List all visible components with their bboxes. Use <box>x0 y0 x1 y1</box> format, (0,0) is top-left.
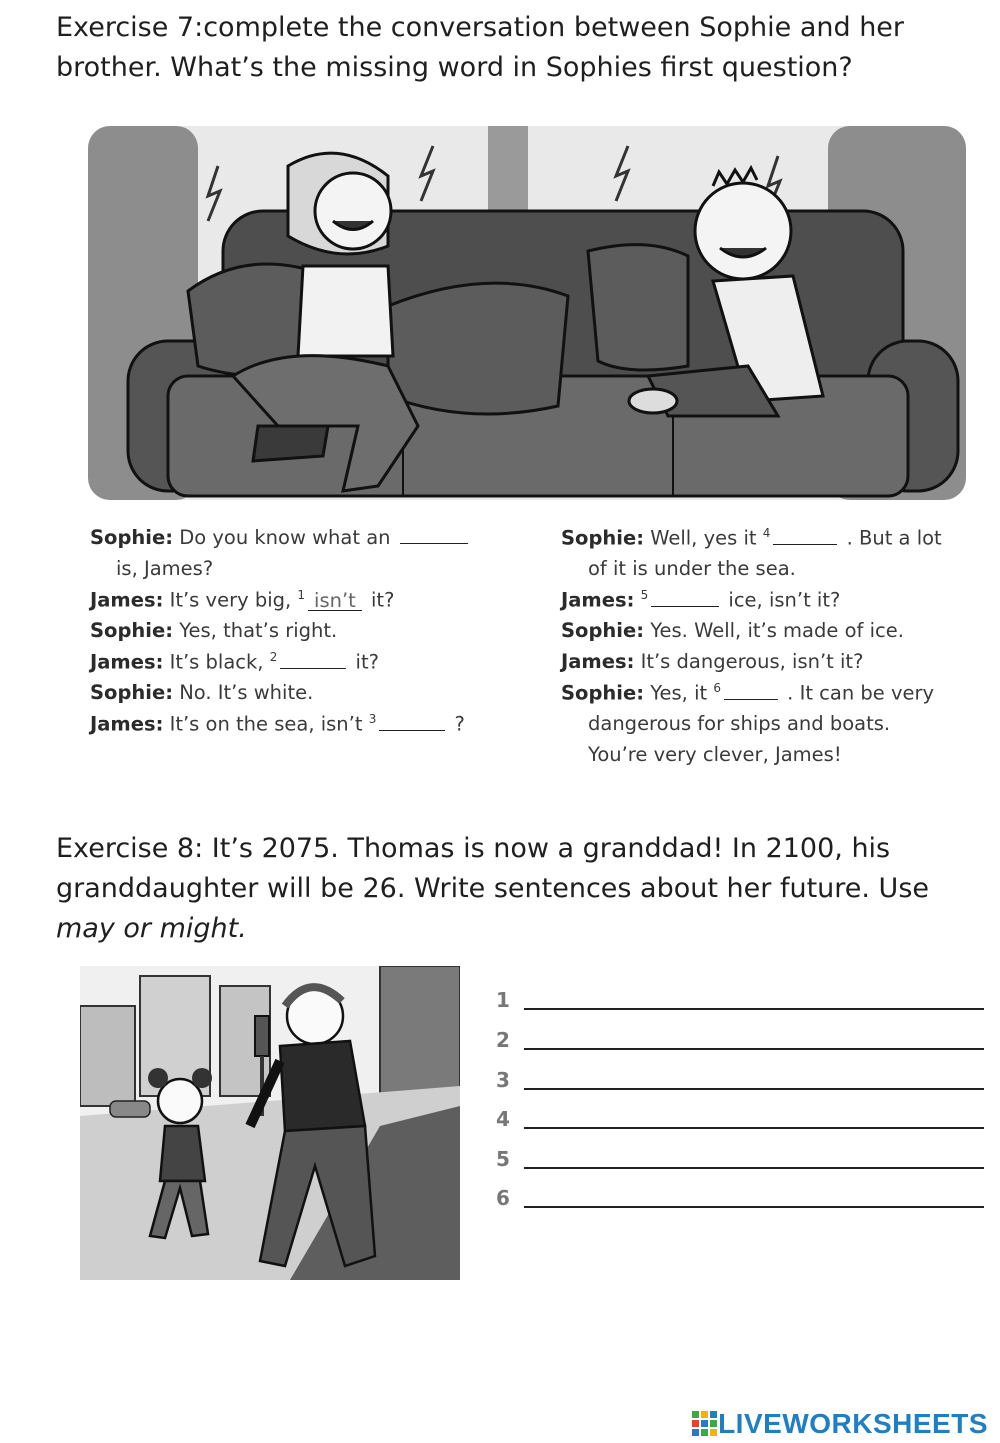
speaker-label: James: <box>90 650 164 674</box>
speaker-label: Sophie: <box>561 681 644 705</box>
sofa-illustration <box>88 126 966 500</box>
dialogue-line <box>90 588 394 612</box>
dialogue-text: Yes, it <box>644 681 714 705</box>
blank-number: 3 <box>368 712 377 726</box>
logo-grid-icon <box>692 1411 718 1437</box>
dialogue-line <box>561 588 840 612</box>
dialogue-line <box>561 619 904 642</box>
dialogue-line <box>90 619 337 642</box>
dialogue-text: it? <box>349 650 379 674</box>
dialogue-text: No. It’s white. <box>173 681 314 704</box>
speaker-label: Sophie: <box>90 526 173 549</box>
blank-number: 4 <box>762 526 771 540</box>
dialogue-text: It’s black, <box>163 650 270 674</box>
city-walk-illustration <box>80 966 460 1280</box>
dialogue-text: is, James? <box>116 557 214 580</box>
speaker-label: Sophie: <box>561 619 644 642</box>
answer-blank[interactable] <box>379 713 445 731</box>
dialogue-line <box>561 681 934 705</box>
dialogue-text: ? <box>448 712 465 736</box>
dialogue-line <box>90 526 471 549</box>
dialogue-line <box>90 681 313 704</box>
dialogue-text: It’s dangerous, isn’t it? <box>634 650 864 673</box>
dialogue-text: Do you know what an <box>173 526 397 549</box>
line-number: 2 <box>496 1028 510 1052</box>
blank-number: 5 <box>640 588 649 602</box>
speaker-label: James: <box>561 650 635 673</box>
instruction-italic-text: may or might. <box>56 913 247 944</box>
dialogue-line <box>588 712 890 735</box>
example-answer: isn’t <box>308 592 362 611</box>
exercise-8-instruction <box>56 829 956 949</box>
answer-line[interactable] <box>524 1206 984 1208</box>
exercise-7-instruction: Exercise 7:complete the conversation between Sophie and her brother. What’s the missing word in Sophies first question? <box>56 12 905 83</box>
speaker-label: James: <box>90 712 164 736</box>
answer-line[interactable] <box>524 1127 984 1129</box>
blank-number: 2 <box>269 650 278 664</box>
answer-line[interactable] <box>524 1008 984 1010</box>
line-number: 1 <box>496 988 510 1012</box>
line-number: 5 <box>496 1147 510 1171</box>
answer-line[interactable] <box>524 1167 984 1169</box>
speaker-label: James: <box>90 588 164 612</box>
speaker-label: Sophie: <box>90 681 173 704</box>
dialogue-text: it? <box>364 588 395 612</box>
answer-line[interactable] <box>524 1048 984 1050</box>
line-number: 3 <box>496 1068 510 1092</box>
speaker-label: Sophie: <box>561 526 644 550</box>
line-number: 4 <box>496 1107 510 1131</box>
speaker-label: Sophie: <box>90 619 173 642</box>
liveworksheets-logo <box>692 1409 988 1439</box>
line-number: 6 <box>496 1186 510 1210</box>
answer-line[interactable] <box>524 1088 984 1090</box>
dialogue-text: It’s on the sea, isn’t <box>163 712 369 736</box>
dialogue-text: of it is under the sea. <box>588 557 796 580</box>
instruction-text: Exercise 8: It’s 2075. Thomas is now a granddad! In 2100, his granddaughter will be 26. Write sentences about her future. Use <box>56 833 929 904</box>
blank-number: 1 <box>297 588 306 602</box>
answer-blank[interactable] <box>280 651 346 669</box>
dialogue-text: . It can be very <box>780 681 935 705</box>
speaker-label: James: <box>561 588 635 612</box>
dialogue-line <box>561 526 942 550</box>
dialogue-text: ice, isn’t it? <box>722 588 841 612</box>
answer-blank[interactable] <box>400 526 468 544</box>
dialogue-text: You’re very clever, James! <box>588 743 842 766</box>
dialogue-line <box>90 712 465 736</box>
answer-blank[interactable] <box>724 682 778 700</box>
dialogue-line <box>90 650 379 674</box>
dialogue-text: dangerous for ships and boats. <box>588 712 891 735</box>
blank-number: 6 <box>713 681 721 695</box>
dialogue-text: . But a lot <box>840 526 942 550</box>
dialogue-line <box>588 557 796 580</box>
answer-blank[interactable] <box>651 589 719 607</box>
dialogue-line <box>561 650 863 673</box>
dialogue-text: Yes, that’s right. <box>173 619 338 642</box>
dialogue-line <box>116 557 213 580</box>
dialogue-text: Well, yes it <box>644 526 763 550</box>
dialogue-text: It’s very big, <box>163 588 298 612</box>
logo-text: LIVEWORKSHEETS <box>718 1408 988 1439</box>
answer-blank[interactable] <box>773 527 837 545</box>
dialogue-line <box>588 743 842 766</box>
dialogue-text: Yes. Well, it’s made of ice. <box>644 619 904 642</box>
